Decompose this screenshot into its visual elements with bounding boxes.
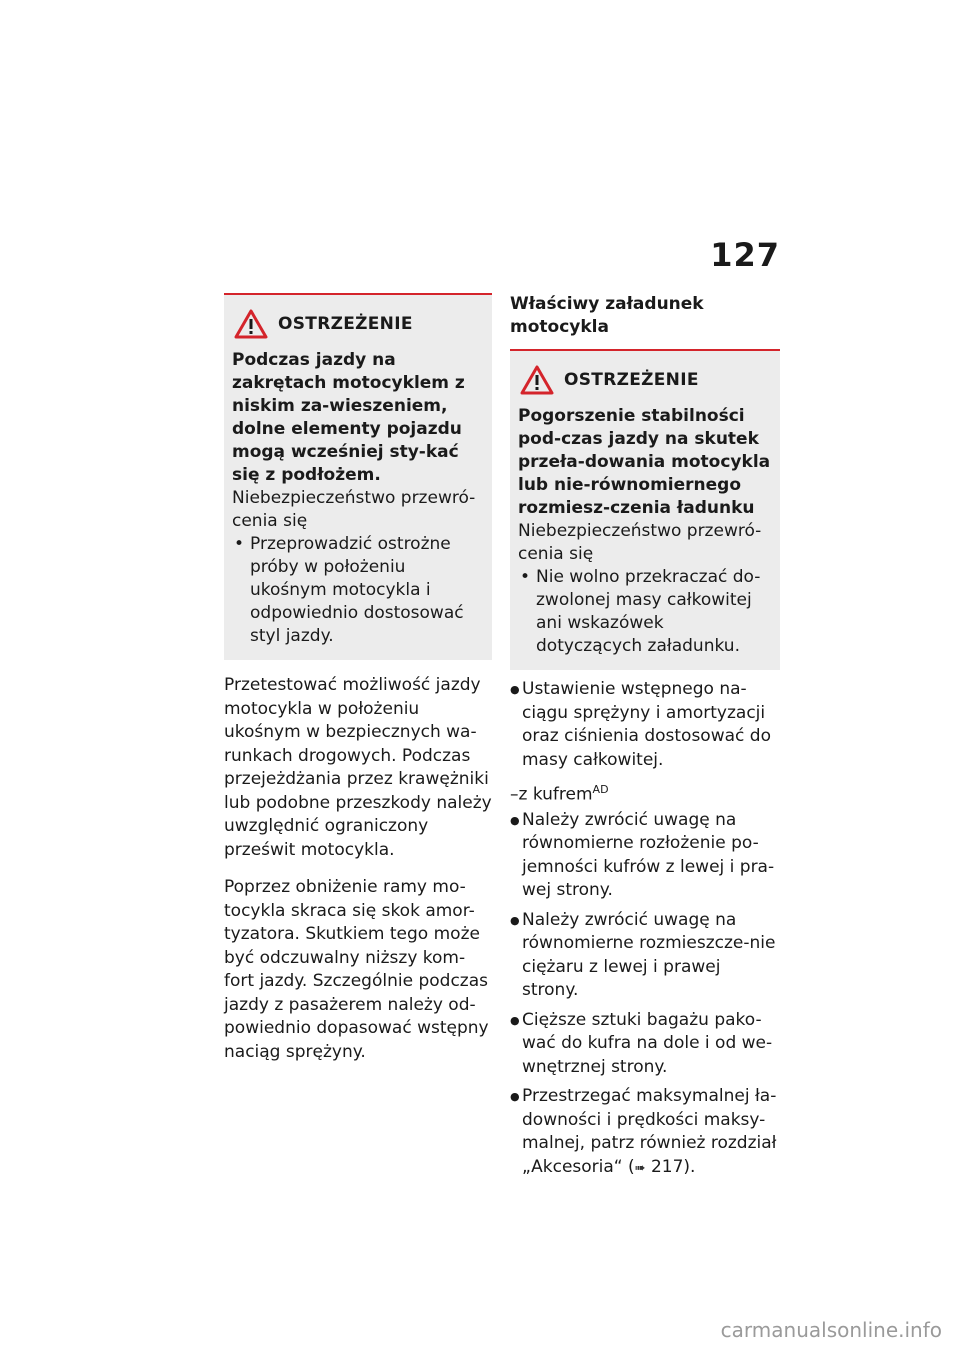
warning-risk: Niebezpieczeństwo przewró-cenia się <box>232 488 476 531</box>
instruction-text: Przestrzegać maksymalnej ła-downości i prędkości maksy-malnej, patrz również rozdział „Akcesoria“ ( <box>522 1086 777 1177</box>
warning-lead: Pogorszenie stabilności pod-czas jazdy na skutek przeła-dowania motocykla lub nie-równomiernego rozmiesz-czenia ładunku <box>518 406 771 518</box>
warning-bullets <box>518 566 772 658</box>
warning-box <box>224 293 492 660</box>
instruction-item <box>510 1085 780 1180</box>
instruction-item: ● Cięższe sztuki bagażu pako-wać do kufra na dole i od we-wnętrznej strony. <box>510 1009 780 1080</box>
body-paragraph: Poprzez obniżenie ramy mo-tocykla skraca się skok amor-tyzatora. Skutkiem tego może być odczuwalny niższy kom-fort jazdy. Szczególnie podczas jazdy z pasażerem należy od-powiednio dopasować wstępny naciąg sprężyny. <box>224 877 489 1062</box>
instruction-list <box>510 678 780 772</box>
equipment-note-text: –z kufrem <box>510 784 593 805</box>
left-column <box>224 293 492 1064</box>
warning-triangle-icon <box>520 365 554 395</box>
page-reference[interactable]: 217). <box>645 1156 696 1177</box>
warning-lead: Podczas jazdy na zakrętach motocyklem z niskim za-wieszeniem, dolne elementy pojazdu mogą wcześniej sty-kać się z podłożem. <box>232 350 465 485</box>
warning-bullet: • Przeprowadzić ostrożne próby w położeniu ukośnym motocykla i odpowiednio dostosować styl jazdy. <box>232 533 484 648</box>
warning-box <box>510 349 780 670</box>
warning-title: OSTRZEŻENIE <box>278 314 413 334</box>
warning-risk: Niebezpieczeństwo przewró-cenia się <box>518 521 762 564</box>
warning-title: OSTRZEŻENIE <box>564 370 699 390</box>
page-number: 127 <box>710 236 780 274</box>
warning-bullet: • Nie wolno przekraczać do-zwolonej masy całkowitej ani wskazówek dotyczących załadunku. <box>518 566 772 658</box>
right-column <box>510 293 780 1186</box>
warning-header <box>232 309 484 339</box>
warning-triangle-icon <box>234 309 268 339</box>
warning-bullets <box>232 533 484 648</box>
body-paragraph: Przetestować możliwość jazdy motocykla w położeniu ukośnym w bezpiecznych wa-runkach drogowych. Podczas przejeżdżania przez krawężniki lub podobne przeszkody należy uwzględnić ograniczony prześwit motocykla. <box>224 675 492 860</box>
equipment-code: AD <box>592 783 609 796</box>
equipment-note <box>510 778 780 807</box>
page-reference-arrow-icon: ➠ <box>634 1160 646 1176</box>
warning-header <box>518 365 772 395</box>
instruction-item: ● Należy zwrócić uwagę na równomierne rozmieszcze-nie ciężaru z lewej i prawej strony. <box>510 909 780 1003</box>
instruction-item: ● Należy zwrócić uwagę na równomierne rozłożenie po-jemności kufrów z lewej i pra-wej strony. <box>510 809 780 903</box>
section-title: Właściwy załadunek motocykla <box>510 294 704 337</box>
instruction-item: ● Ustawienie wstępnego na-ciągu sprężyny i amortyzacji oraz ciśnienia dostosować do masy całkowitej. <box>510 678 780 772</box>
watermark: carmanualsonline.info <box>720 1318 942 1342</box>
instruction-list <box>510 809 780 1181</box>
